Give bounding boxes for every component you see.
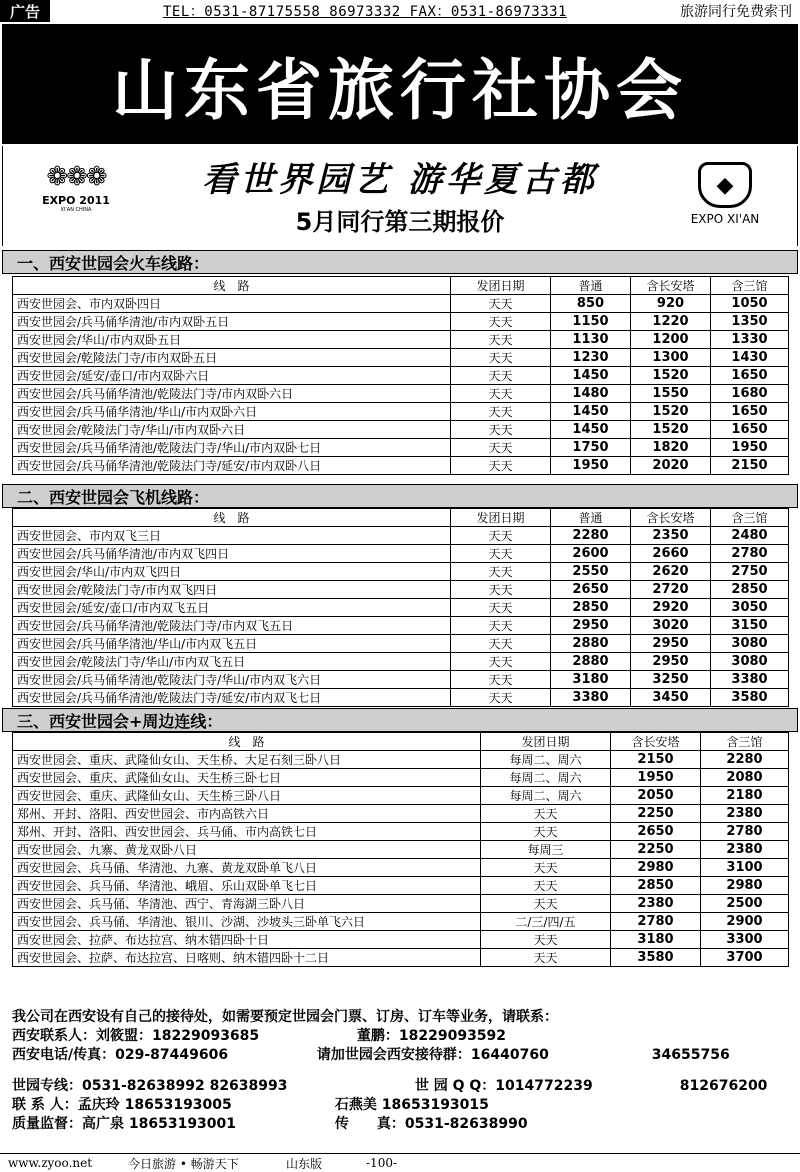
table-row [13,671,789,689]
price-cell: 1330 [711,331,789,349]
price-cell: 2050 [611,787,701,805]
price-cell: 1520 [631,403,711,421]
page-number: -100- [366,1156,398,1170]
table-row [13,653,789,671]
departure-cell: 天天 [451,295,551,313]
route-cell: 西安世园会/兵马俑华清池/乾陵法门寺/华山/市内双卧七日 [13,439,451,457]
route-cell: 西安世园会/兵马俑华清池/乾陵法门寺/市内双卧六日 [13,385,451,403]
price-cell: 2180 [701,787,789,805]
table-row [13,805,789,823]
quality-supervision: 质量监督：高广泉 18653193001 [12,1116,237,1132]
price-cell: 3250 [631,671,711,689]
departure-cell: 天天 [451,349,551,367]
departure-cell: 天天 [451,689,551,707]
price-cell: 2020 [631,457,711,475]
route-cell: 西安世园会、兵马俑、华清池、西宁、青海湖三卧八日 [13,895,481,913]
route-cell: 西安世园会/兵马俑华清池/市内双卧五日 [13,313,451,331]
edition: 山东版 [286,1156,323,1171]
table-row [13,877,789,895]
route-cell: 郑州、开封、洛阳、西安世园会、兵马俑、市内高铁七日 [13,823,481,841]
bottom-bar [0,1153,800,1172]
route-cell: 西安世园会、市内双卧四日 [13,295,451,313]
table-row [13,599,789,617]
departure-cell: 天天 [451,385,551,403]
table-row [13,545,789,563]
departure-cell: 天天 [481,805,611,823]
route-cell: 西安世园会、拉萨、布达拉宫、纳木错四卧十日 [13,931,481,949]
price-cell: 1650 [711,367,789,385]
price-cell: 1220 [631,313,711,331]
tagline: 今日旅游 • 畅游天下 [128,1156,239,1171]
route-cell: 西安世园会/乾陵法门寺/华山/市内双飞五日 [13,653,451,671]
price-cell: 1950 [551,457,631,475]
top-bar [0,0,800,22]
departure-cell: 天天 [451,403,551,421]
price-cell: 850 [551,295,631,313]
price-cell: 1050 [711,295,789,313]
departure-cell: 天天 [451,457,551,475]
route-cell: 西安世园会/兵马俑华清池/华山/市内双卧六日 [13,403,451,421]
price-cell: 1650 [711,421,789,439]
qq-group: 请加世园会西安接待群：16440760 [316,1047,549,1063]
price-cell: 2620 [631,563,711,581]
price-cell: 1650 [711,403,789,421]
xian-contact: 西安联系人：刘筱盟：18229093685 [12,1028,260,1044]
departure-cell: 天天 [451,563,551,581]
route-cell: 西安世园会/兵马俑华清池/华山/市内双飞五日 [13,635,451,653]
route-cell: 西安世园会/兵马俑华清池/乾陵法门寺/延安/市内双卧八日 [13,457,451,475]
price-cell: 2950 [551,617,631,635]
table-row [13,385,789,403]
table-row [13,913,789,931]
price-cell: 1230 [551,349,631,367]
price-cell: 2660 [631,545,711,563]
departure-cell: 天天 [451,581,551,599]
route-cell: 西安世园会、重庆、武隆仙女山、天生桥三卧七日 [13,769,481,787]
route-cell: 西安世园会、拉萨、布达拉宫、日喀则、纳木错四卧十二日 [13,949,481,967]
price-cell: 2380 [701,841,789,859]
route-cell: 西安世园会/延安/壶口/市内双飞五日 [13,599,451,617]
route-cell: 西安世园会、兵马俑、华清池、九寨、黄龙双卧单飞八日 [13,859,481,877]
price-cell: 1950 [611,769,701,787]
price-cell: 3020 [631,617,711,635]
price-cell: 1150 [551,313,631,331]
price-cell: 1480 [551,385,631,403]
table-header-row: 线 路 发团日期 普通 含长安塔 含三馆 [13,509,789,527]
price-cell: 2980 [611,859,701,877]
price-cell: 1350 [711,313,789,331]
price-cell: 2380 [611,895,701,913]
price-cell: 2650 [611,823,701,841]
table-row [13,931,789,949]
departure-cell: 天天 [451,545,551,563]
issue-header [2,146,798,246]
contact-person-2: 石燕美 18653193015 [334,1097,489,1113]
price-cell: 2250 [611,841,701,859]
expo-mark-icon: ◆ [698,162,752,208]
departure-cell: 每周三 [481,841,611,859]
table-row [13,895,789,913]
section-title-train: 一、西安世园会火车线路： [2,250,798,274]
route-cell: 西安世园会、市内双飞三日 [13,527,451,545]
route-cell: 西安世园会、兵马俑、华清池、峨眉、乐山双卧单飞七日 [13,877,481,895]
departure-cell: 天天 [451,635,551,653]
route-cell: 西安世园会/华山/市内双飞四日 [13,563,451,581]
price-cell: 2950 [631,653,711,671]
section-title-flight: 二、西安世园会飞机线路： [2,484,798,508]
price-cell: 1450 [551,403,631,421]
departure-cell: 天天 [451,331,551,349]
price-cell: 2280 [701,751,789,769]
table-row [13,581,789,599]
table-row [13,841,789,859]
xian-contact-2: 董鹏：18229093592 [356,1028,507,1044]
departure-cell: 天天 [451,599,551,617]
table-row [13,457,789,475]
price-cell: 2750 [711,563,789,581]
flight-price-table [12,508,789,707]
departure-cell: 天天 [481,877,611,895]
price-cell: 2500 [701,895,789,913]
price-cell: 3380 [551,689,631,707]
table-row [13,439,789,457]
price-cell: 3080 [711,635,789,653]
route-cell: 郑州、开封、洛阳、西安世园会、市内高铁六日 [13,805,481,823]
price-cell: 2850 [711,581,789,599]
reception-note: 我公司在西安设有自己的接待处，如需要预定世园会门票、订房、订车等业务，请联系： [12,1009,558,1025]
table-row [13,563,789,581]
table-row [13,367,789,385]
qq-group-2: 34655756 [651,1047,730,1063]
price-cell: 1430 [711,349,789,367]
free-index-label: 旅游同行免费索刊 [680,4,792,20]
price-cell: 1450 [551,367,631,385]
train-price-table [12,276,789,475]
route-cell: 西安世园会/延安/壶口/市内双卧六日 [13,367,451,385]
expo-qq: 世 园 Q Q：1014772239 [414,1078,593,1094]
price-cell: 2380 [701,805,789,823]
price-cell: 3380 [711,671,789,689]
price-cell: 1950 [711,439,789,457]
table-row [13,527,789,545]
departure-cell: 天天 [451,439,551,457]
section-title-combo: 三、西安世园会+周边连线： [2,708,798,732]
table-row [13,295,789,313]
departure-cell: 每周二、周六 [481,787,611,805]
table-row [13,823,789,841]
price-cell: 2880 [551,635,631,653]
table-header-row: 线 路 发团日期 含长安塔 含三馆 [13,733,789,751]
route-cell: 西安世园会、重庆、武隆仙女山、天生桥三卧八日 [13,787,481,805]
table-row [13,403,789,421]
price-cell: 1450 [551,421,631,439]
price-cell: 2900 [701,913,789,931]
route-cell: 西安世园会、兵马俑、华清池、银川、沙湖、沙坡头三卧单飞六日 [13,913,481,931]
price-cell: 1200 [631,331,711,349]
table-row [13,751,789,769]
expo-2011-logo: ❁❁❁ EXPO 2011 XI'AN CHINA [31,160,121,213]
price-cell: 2850 [611,877,701,895]
route-cell: 西安世园会、重庆、武隆仙女山、天生桥、大足石刻三卧八日 [13,751,481,769]
price-cell: 2780 [711,545,789,563]
table-row [13,421,789,439]
route-cell: 西安世园会/乾陵法门寺/华山/市内双卧六日 [13,421,451,439]
price-cell: 2350 [631,527,711,545]
table-row [13,635,789,653]
table-row [13,331,789,349]
departure-cell: 每周二、周六 [481,769,611,787]
table-row [13,349,789,367]
price-cell: 3580 [611,949,701,967]
contact-footer [12,1008,788,1134]
route-cell: 西安世园会/兵马俑华清池/乾陵法门寺/华山/市内双飞六日 [13,671,451,689]
price-cell: 2480 [711,527,789,545]
departure-cell: 二/三/四/五 [481,913,611,931]
price-cell: 3700 [701,949,789,967]
departure-cell: 天天 [451,421,551,439]
route-cell: 西安世园会/乾陵法门寺/市内双卧五日 [13,349,451,367]
contact-person: 联 系 人：孟庆玲 18653193005 [12,1097,232,1113]
price-cell: 1680 [711,385,789,403]
price-cell: 2880 [551,653,631,671]
price-cell: 2720 [631,581,711,599]
table-row [13,787,789,805]
departure-cell: 天天 [451,671,551,689]
price-cell: 1820 [631,439,711,457]
departure-cell: 天天 [451,653,551,671]
price-cell: 1520 [631,421,711,439]
price-cell: 2280 [551,527,631,545]
route-cell: 西安世园会/兵马俑华清池/市内双飞四日 [13,545,451,563]
price-cell: 3180 [551,671,631,689]
table-row [13,769,789,787]
expo-qq-2: 812676200 [679,1078,768,1094]
departure-cell: 天天 [481,949,611,967]
departure-cell: 天天 [481,859,611,877]
price-cell: 2780 [701,823,789,841]
price-cell: 2150 [711,457,789,475]
price-cell: 1520 [631,367,711,385]
association-title: 山东省旅行社协会 [2,24,798,144]
table-row [13,949,789,967]
route-cell: 西安世园会/乾陵法门寺/市内双飞四日 [13,581,451,599]
slogan: 看世界园艺 游华夏古都 [202,160,598,200]
fax: 传 真：0531-82638990 [334,1116,528,1132]
route-cell: 西安世园会、九寨、黄龙双卧八日 [13,841,481,859]
price-cell: 2150 [611,751,701,769]
price-cell: 2550 [551,563,631,581]
departure-cell: 天天 [451,367,551,385]
price-cell: 3580 [711,689,789,707]
price-cell: 2600 [551,545,631,563]
table-row [13,859,789,877]
route-cell: 西安世园会/兵马俑华清池/乾陵法门寺/延安/市内双飞七日 [13,689,451,707]
departure-cell: 天天 [451,527,551,545]
price-cell: 2780 [611,913,701,931]
expo-xian-logo: ◆ EXPO XI'AN [675,162,775,226]
price-cell: 1550 [631,385,711,403]
table-row [13,617,789,635]
price-cell: 3050 [711,599,789,617]
combo-price-table [12,732,789,967]
price-cell: 3150 [711,617,789,635]
price-cell: 1300 [631,349,711,367]
ad-label: 广告 [0,0,50,22]
departure-cell: 天天 [481,823,611,841]
expo-hotline: 世园专线：0531-82638992 82638993 [12,1078,288,1094]
price-cell: 2850 [551,599,631,617]
price-cell: 3180 [611,931,701,949]
price-cell: 3080 [711,653,789,671]
price-cell: 1750 [551,439,631,457]
departure-cell: 天天 [481,895,611,913]
price-cell: 2950 [631,635,711,653]
route-cell: 西安世园会/兵马俑华清池/乾陵法门寺/市内双飞五日 [13,617,451,635]
route-cell: 西安世园会/华山/市内双卧五日 [13,331,451,349]
price-cell: 1130 [551,331,631,349]
table-row [13,689,789,707]
price-cell: 920 [631,295,711,313]
xian-phone: 西安电话/传真：029-87449606 [12,1047,229,1063]
price-cell: 3450 [631,689,711,707]
departure-cell: 天天 [451,313,551,331]
departure-cell: 天天 [481,931,611,949]
table-row [13,313,789,331]
price-cell: 2920 [631,599,711,617]
flower-emblem-icon: ❁❁❁ [46,162,106,192]
price-cell: 2080 [701,769,789,787]
price-cell: 2980 [701,877,789,895]
website: www.zyoo.net [8,1156,93,1170]
table-header-row: 线 路 发团日期 普通 含长安塔 含三馆 [13,277,789,295]
contact-line: TEL：0531-87175558 86973332 FAX：0531-86973331 [162,4,567,20]
price-cell: 2650 [551,581,631,599]
departure-cell: 每周二、周六 [481,751,611,769]
price-cell: 2250 [611,805,701,823]
issue-title: 5月同行第三期报价 [295,208,505,236]
departure-cell: 天天 [451,617,551,635]
price-cell: 3100 [701,859,789,877]
price-cell: 3300 [701,931,789,949]
